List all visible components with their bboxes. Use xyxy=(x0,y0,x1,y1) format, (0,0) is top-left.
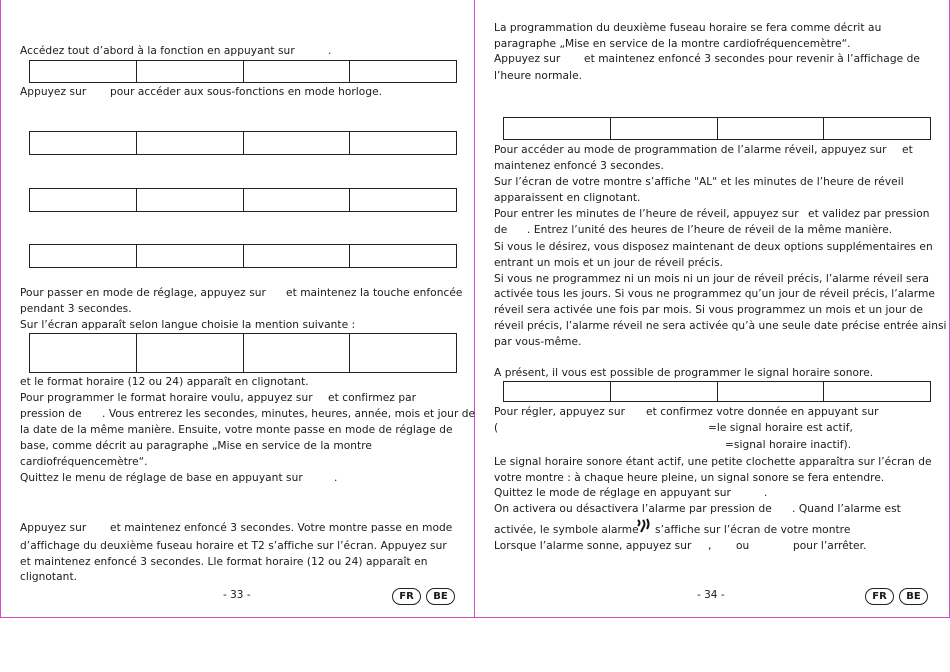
text-line: clignotant. xyxy=(20,571,78,583)
text-line: A présent, il vous est possible de programmer le signal horaire sonore. xyxy=(494,367,874,379)
table-cell xyxy=(504,382,611,401)
text-line: de xyxy=(494,224,508,236)
text-line: apparaissent en clignotant. xyxy=(494,192,641,204)
table-cell xyxy=(244,189,351,211)
text-line: . Vous entrerez les secondes, minutes, heures, année, mois et jour de xyxy=(102,408,476,420)
text-line: maintenez enfoncé 3 secondes. xyxy=(494,160,664,172)
text-line: paragraphe „Mise en service de la montre cardiofréquencemètre“. xyxy=(494,38,851,50)
text-line: Pour programmer le format horaire voulu, appuyez sur xyxy=(20,392,313,404)
table-cell xyxy=(30,61,137,82)
text-line: entrant un mois et un jour de réveil précis. xyxy=(494,257,724,269)
text-line: et confirmez par xyxy=(328,392,417,404)
text-line: et confirmez votre donnée en appuyant sur xyxy=(646,406,879,418)
language-badge-fr: FR xyxy=(392,588,421,605)
text-line: , xyxy=(708,540,712,552)
text-line: Lorsque l’alarme sonne, appuyez sur xyxy=(494,540,692,552)
text-line: ( xyxy=(494,422,499,434)
table-cell xyxy=(244,245,351,267)
text-line: activée tous les jours. Si vous ne programmez qu’un jour de réveil précis, l’alarme xyxy=(494,288,935,300)
table-cell xyxy=(244,61,351,82)
text-line: La programmation du deuxième fuseau horaire se fera comme décrit au xyxy=(494,22,882,34)
text-line: Pour entrer les minutes de l’heure de réveil, appuyez sur xyxy=(494,208,799,220)
table-cell xyxy=(824,382,930,401)
text-line: Pour régler, appuyez sur xyxy=(494,406,626,418)
text-line: Accédez tout d’abord à la fonction en appuyant sur xyxy=(20,45,295,57)
page-number: - 34 - xyxy=(697,589,725,601)
text-line: et maintenez enfoncé 3 secondes. Votre montre passe en mode xyxy=(110,522,453,534)
language-badge-fr: FR xyxy=(865,588,894,605)
table-cell xyxy=(611,118,718,139)
text-line: Appuyez sur xyxy=(20,522,87,534)
text-line: Sur l’écran apparaît selon langue choisie la mention suivante : xyxy=(20,319,356,331)
text-line: Quittez le mode de réglage en appuyant sur xyxy=(494,487,731,499)
text-line: et xyxy=(902,144,913,156)
text-line: réveil sera activée une fois par mois. Si vous programmez un mois et un jour de xyxy=(494,304,923,316)
display-table xyxy=(503,117,931,140)
table-cell xyxy=(350,132,456,154)
page-33 xyxy=(0,0,475,618)
table-cell xyxy=(824,118,930,139)
text-line: cardiofréquencemètre“. xyxy=(20,456,148,468)
text-line: la date de la même manière. Ensuite, votre monte passe en mode de réglage de xyxy=(20,424,453,436)
table-cell xyxy=(30,334,137,372)
table-cell xyxy=(350,189,456,211)
language-badge-be: BE xyxy=(899,588,928,605)
text-line: l’heure normale. xyxy=(494,70,583,82)
table-cell xyxy=(718,118,825,139)
text-line: et validez par pression xyxy=(808,208,930,220)
text-line: pendant 3 secondes. xyxy=(20,303,132,315)
table-cell xyxy=(504,118,611,139)
table-cell xyxy=(350,334,456,372)
display-table xyxy=(29,60,457,83)
text-line: =signal horaire inactif). xyxy=(725,439,852,451)
table-cell xyxy=(137,189,244,211)
page-34 xyxy=(475,0,950,618)
text-line: et maintenez enfoncé 3 secondes pour revenir à l’affichage de xyxy=(584,53,920,65)
text-line: Le signal horaire sonore étant actif, une petite clochette apparaîtra sur l’écran de xyxy=(494,456,932,468)
table-cell xyxy=(30,189,137,211)
table-cell xyxy=(718,382,825,401)
text-line: . xyxy=(334,472,338,484)
text-line: Pour accéder au mode de programmation de l’alarme réveil, appuyez sur xyxy=(494,144,887,156)
text-line: Si vous le désirez, vous disposez maintenant de deux options supplémentaires en xyxy=(494,241,933,253)
text-line: par vous-même. xyxy=(494,336,582,348)
text-line: . Quand l’alarme est xyxy=(792,503,901,515)
table-cell xyxy=(137,245,244,267)
text-line: réveil précis, l’alarme réveil ne sera activée qu’à une seule date précise entrée ainsi xyxy=(494,320,947,332)
display-table xyxy=(29,188,457,212)
text-line: activée, le symbole alarme xyxy=(494,524,639,536)
table-cell xyxy=(244,132,351,154)
text-line: Si vous ne programmez ni un mois ni un jour de réveil précis, l’alarme réveil sera xyxy=(494,273,930,285)
text-line: Appuyez sur xyxy=(494,53,561,65)
text-line: et maintenez la touche enfoncée xyxy=(286,287,463,299)
text-line: pour l’arrêter. xyxy=(793,540,867,552)
display-table xyxy=(503,381,931,402)
text-line: On activera ou désactivera l’alarme par pression de xyxy=(494,503,772,515)
text-line: Sur l’écran de votre montre s’affiche "AL" et les minutes de l’heure de réveil xyxy=(494,176,904,188)
text-line: . Entrez l’unité des heures de l’heure de réveil de la même manière. xyxy=(527,224,893,236)
table-cell xyxy=(350,245,456,267)
display-table xyxy=(29,333,457,373)
page-number: - 33 - xyxy=(223,589,251,601)
text-line: Appuyez sur xyxy=(20,86,87,98)
table-cell xyxy=(350,61,456,82)
text-line: . xyxy=(764,487,768,499)
text-line: d’affichage du deuxième fuseau horaire et T2 s’affiche sur l’écran. Appuyez sur xyxy=(20,540,447,552)
text-line: Pour passer en mode de réglage, appuyez sur xyxy=(20,287,266,299)
table-cell xyxy=(137,334,244,372)
text-line: base, comme décrit au paragraphe „Mise en service de la montre xyxy=(20,440,372,452)
language-badge-be: BE xyxy=(426,588,455,605)
text-line: . xyxy=(328,45,332,57)
text-line: =le signal horaire est actif, xyxy=(708,422,853,434)
text-line: pression de xyxy=(20,408,82,420)
table-cell xyxy=(137,61,244,82)
alarm-waves-icon xyxy=(635,518,651,533)
table-cell xyxy=(244,334,351,372)
text-line: et maintenez enfoncé 3 secondes. Lle format horaire (12 ou 24) apparaît en xyxy=(20,556,428,568)
text-line: s’affiche sur l’écran de votre montre xyxy=(655,524,851,536)
display-table xyxy=(29,244,457,268)
table-cell xyxy=(137,132,244,154)
text-line: pour accéder aux sous-fonctions en mode horloge. xyxy=(110,86,383,98)
display-table xyxy=(29,131,457,155)
text-line: Quittez le menu de réglage de base en appuyant sur xyxy=(20,472,303,484)
text-line: votre montre : à chaque heure pleine, un signal sonore se fera entendre. xyxy=(494,472,885,484)
table-cell xyxy=(30,245,137,267)
table-cell xyxy=(611,382,718,401)
text-line: et le format horaire (12 ou 24) apparaît en clignotant. xyxy=(20,376,309,388)
table-cell xyxy=(30,132,137,154)
text-line: ou xyxy=(736,540,750,552)
